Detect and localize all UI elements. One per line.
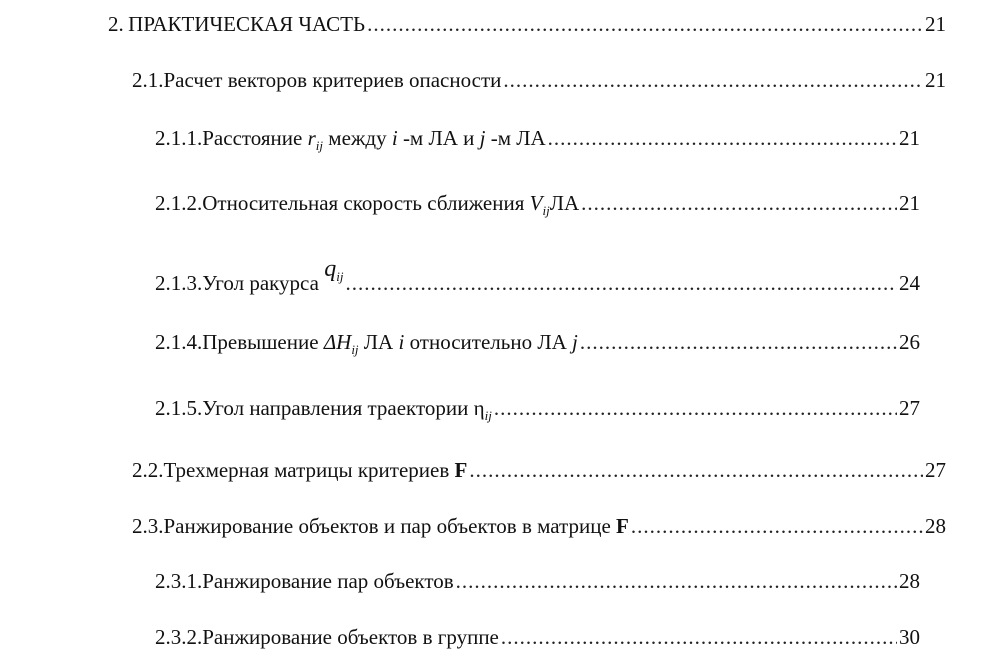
toc-page-number: 24 <box>899 271 920 295</box>
toc-title <box>202 256 344 305</box>
symbol-base: V <box>529 191 543 215</box>
toc-title <box>164 512 629 540</box>
toc-page-number: 27 <box>925 458 946 482</box>
toc-page-number: 21 <box>899 191 920 215</box>
dot-leader <box>503 66 923 94</box>
toc-entry-2-1 <box>132 66 946 94</box>
dot-leader <box>345 269 897 297</box>
toc-page-number: 26 <box>899 330 920 354</box>
matrix-symbol: F <box>454 458 468 482</box>
toc-entry-2-2 <box>132 456 946 484</box>
math-symbol <box>307 126 324 153</box>
dot-leader <box>501 623 897 651</box>
symbol-subscript: ij <box>351 342 359 357</box>
toc-entry-2 <box>108 10 946 38</box>
toc-page-number: 28 <box>925 514 946 538</box>
toc-title <box>202 189 579 225</box>
toc-number: 2.3.2. <box>155 625 203 649</box>
toc-entry-2-1-4 <box>155 328 920 364</box>
symbol-base: ΔH <box>323 330 352 354</box>
title-text: Относительная скорость сближения <box>202 191 525 215</box>
toc-page-number: 21 <box>899 126 920 150</box>
toc-title <box>202 394 492 430</box>
matrix-symbol: F <box>616 514 629 538</box>
toc-number: 2.3.1. <box>155 569 203 593</box>
dot-leader <box>456 567 897 595</box>
toc-page-number: 27 <box>899 396 920 420</box>
math-symbol <box>323 330 359 357</box>
math-variable: i <box>391 126 398 150</box>
symbol-subscript: ij <box>336 269 344 284</box>
dot-leader <box>581 189 897 217</box>
toc-number: 2.1.3. <box>155 271 203 295</box>
toc-number: 2.1.5. <box>155 396 203 420</box>
math-variable: j <box>571 330 578 354</box>
toc-number: 2.1.2. <box>155 191 203 215</box>
toc-entry-2-1-2 <box>155 189 920 225</box>
toc-title <box>164 456 468 484</box>
math-variable: j <box>479 126 486 150</box>
title-text: между <box>328 126 387 150</box>
toc-number: 2.3. <box>132 514 164 538</box>
toc-number: 2. <box>108 12 124 36</box>
symbol-subscript: ij <box>315 138 324 153</box>
symbol-base: q <box>324 256 337 282</box>
math-symbol <box>529 191 550 218</box>
toc-title: ПРАКТИЧЕСКАЯ ЧАСТЬ <box>128 12 366 36</box>
title-text: ЛА <box>363 330 394 354</box>
toc-page-number: 21 <box>925 12 946 36</box>
title-text: ЛА <box>549 191 580 215</box>
toc-number: 2.1.4. <box>155 330 203 354</box>
toc-number: 2.1. <box>132 68 164 92</box>
toc-entry-2-1-5 <box>155 394 920 430</box>
dot-leader <box>631 512 923 540</box>
toc-number: 2.1.1. <box>155 126 203 150</box>
dot-leader <box>469 456 923 484</box>
toc-title <box>202 124 545 160</box>
toc-title: Ранжирование объектов в группе <box>202 625 499 649</box>
title-text: Ранжирование объектов и пар объектов в матрице <box>163 514 611 538</box>
symbol-subscript: ij <box>484 408 492 423</box>
toc-title: Расчет векторов критериев опасности <box>163 68 502 92</box>
math-symbol <box>324 256 343 282</box>
toc-title: Ранжирование пар объектов <box>202 569 454 593</box>
toc-page-number: 21 <box>925 68 946 92</box>
symbol-subscript: ij <box>542 203 550 218</box>
toc-entry-2-1-1 <box>155 124 920 160</box>
toc-page-number: 30 <box>899 625 920 649</box>
toc-entry-2-3-1 <box>155 567 920 595</box>
toc-title <box>202 328 578 364</box>
toc-entry-2-1-3 <box>155 256 920 305</box>
title-text: Угол направления траектории <box>202 396 469 420</box>
symbol-base: r <box>307 126 316 150</box>
math-variable: i <box>398 330 405 354</box>
symbol-base: η <box>473 396 485 420</box>
title-text: Расстояние <box>202 126 303 150</box>
title-text: Превышение <box>202 330 319 354</box>
title-text: Трехмерная матрицы критериев <box>163 458 450 482</box>
title-text: -м ЛА <box>490 126 546 150</box>
toc-entry-2-3 <box>132 512 946 540</box>
dot-leader <box>580 328 897 356</box>
toc-number: 2.2. <box>132 458 164 482</box>
title-text: -м ЛА и <box>402 126 475 150</box>
toc-page-number: 28 <box>899 569 920 593</box>
dot-leader <box>548 124 897 152</box>
math-symbol <box>473 396 492 423</box>
dot-leader <box>494 394 897 422</box>
title-text: относительно ЛА <box>409 330 567 354</box>
dot-leader <box>367 10 923 38</box>
title-text: Угол ракурса <box>202 271 319 295</box>
toc-entry-2-3-2 <box>155 623 920 651</box>
